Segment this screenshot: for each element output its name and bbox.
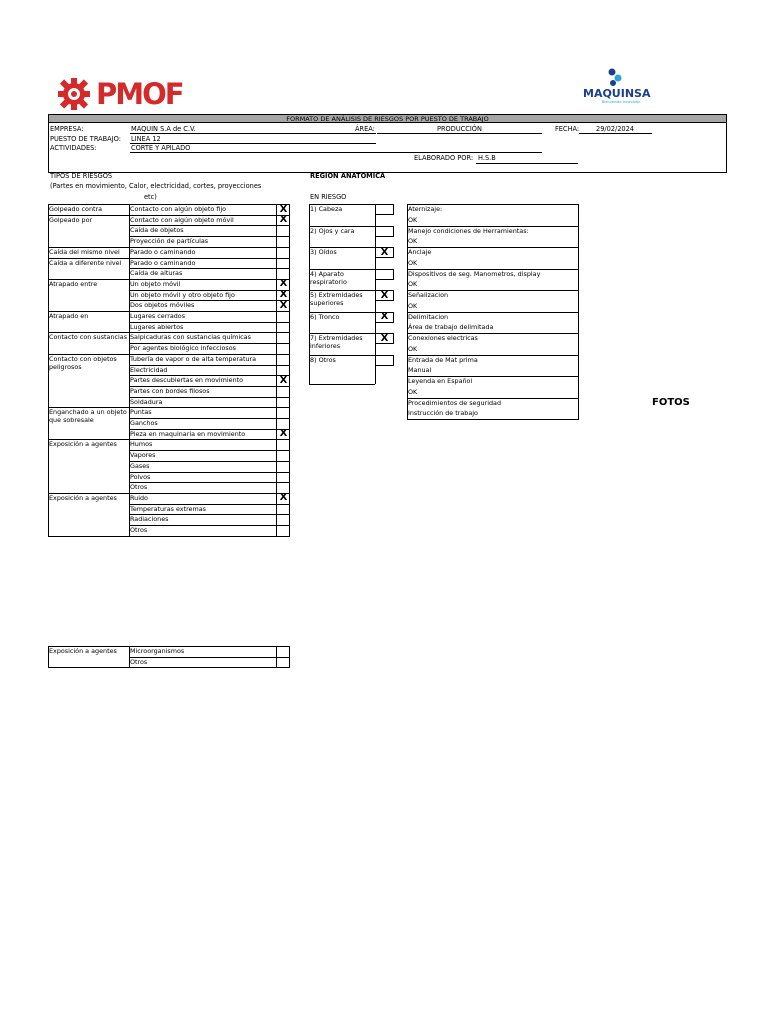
pmof-logo-text: PMOF: [96, 77, 183, 111]
risk-check-cell[interactable]: X: [279, 299, 288, 311]
control-label: Aternizaje:: [408, 205, 443, 213]
risk-item-label: Temperaturas extremas: [130, 504, 206, 513]
risk-item-label: Parado o caminando: [130, 258, 196, 267]
control-value: Instrucción de trabajo: [408, 409, 478, 418]
anatomy-check-mark: [375, 355, 394, 365]
risk-item-label: Ganchos: [130, 419, 158, 427]
elaborado-label: ELABORADO POR:: [414, 154, 474, 162]
risk-item-label: Humos: [130, 440, 153, 449]
risk-check-cell[interactable]: [277, 333, 290, 344]
anatomy-region-label: 2) Ojos y cara: [310, 226, 355, 235]
puesto-value: LINEA 12: [131, 135, 161, 143]
risk-group-name: Atrapado entre: [49, 279, 98, 288]
risk-check-cell[interactable]: [277, 386, 290, 397]
control-label: Conexiones electricas: [408, 334, 478, 342]
risk-check-cell[interactable]: X: [279, 278, 288, 290]
anatomy-check-mark: X: [380, 332, 389, 344]
risk-item-label: Otros: [130, 526, 148, 534]
control-label: Señalizacion: [408, 291, 449, 299]
risk-item-label: Otros: [130, 657, 148, 666]
risk-item-label: Un objeto móvil y otro objeto fijo: [130, 290, 235, 299]
control-label: Anclaje: [408, 248, 432, 256]
control-label: Dispositivos de seg. Manometros, display: [408, 269, 541, 278]
risk-group-name: Atrapado en: [49, 312, 89, 320]
risk-item-label: Lugares cerrados: [130, 312, 186, 320]
anatomy-check-mark: [375, 205, 394, 215]
risk-check-cell[interactable]: X: [279, 203, 288, 215]
anatomy-check-mark: [375, 269, 394, 279]
fecha-value: 29/02/2024: [596, 125, 635, 133]
risk-group-name: Caída a diferente nivel: [49, 258, 122, 267]
risk-item-label: Tubería de vapor o de alta temperatura: [130, 354, 257, 363]
control-label: Delimitacion: [408, 312, 449, 321]
risk-item-label: Pieza en maquinaria en movimiento: [130, 429, 246, 438]
risk-group-name: Golpeado contra: [49, 205, 103, 213]
risk-item-label: Dos objetos móviles: [130, 301, 195, 310]
actividades-label: ACTIVIDADES:: [50, 144, 97, 152]
anatomy-check-mark: X: [380, 289, 389, 301]
control-value: OK: [408, 237, 418, 246]
control-label: Leyenda en Español: [408, 377, 473, 385]
area-value: PRODUCCIÓN: [437, 125, 482, 133]
risk-item-label: Salpicaduras con sustancias químicas: [130, 333, 251, 342]
risk-group-name: Exposición a agentes: [49, 647, 117, 655]
anatomy-region-label: 7) Extremidades inferiores: [310, 334, 363, 350]
anatomy-region-label: 4) Aparato respiratorio: [310, 269, 347, 286]
risk-group-name: Contacto con objetos peligrosos: [49, 354, 117, 371]
risk-item-label: Proyección de partículas: [130, 237, 209, 246]
risk-item-label: Caída de objetos: [130, 226, 184, 235]
puesto-label: PUESTO DE TRABAJO:: [50, 135, 121, 143]
risk-check-cell[interactable]: [277, 408, 290, 419]
empresa-value: MAQUIN S.A de C.V.: [131, 125, 196, 133]
risk-check-cell[interactable]: [277, 657, 290, 668]
risk-item-label: Soldadura: [130, 397, 163, 406]
control-value: OK: [408, 215, 418, 224]
gear-icon: [56, 76, 92, 112]
risk-check-cell[interactable]: [277, 247, 290, 258]
form-title-bar: [48, 114, 727, 123]
anatomy-check-mark: X: [380, 246, 389, 258]
pmof-logo: [56, 76, 206, 112]
maquinsa-tagline: Bienvenido Innovador: [602, 100, 641, 104]
risk-check-cell[interactable]: [277, 647, 290, 658]
risk-check-cell[interactable]: [277, 515, 290, 526]
risk-group-name: Exposición a agentes: [49, 493, 117, 502]
risk-check-cell[interactable]: [277, 312, 290, 323]
risk-group-name: Contacto con sustancias: [49, 333, 128, 342]
risk-check-cell[interactable]: [277, 344, 290, 355]
actividades-value: CORTE Y APILADO: [131, 144, 191, 152]
risk-check-cell[interactable]: [277, 504, 290, 515]
risk-item-label: Microorganismos: [130, 647, 185, 655]
fecha-label: FECHA:: [555, 125, 580, 133]
risk-item-label: Un objeto móvil: [130, 279, 181, 288]
risks-subtitle-2: etc): [144, 193, 157, 201]
control-value: OK: [408, 301, 418, 310]
risk-item-label: Vapores: [130, 451, 156, 460]
risk-item-label: Radiaciones: [130, 515, 169, 524]
risk-item-label: Parado o caminando: [130, 247, 196, 256]
risk-check-cell[interactable]: [277, 451, 290, 462]
anatomy-check-mark: [375, 226, 394, 236]
control-label: Manejo condiciones de Herramientas:: [408, 226, 529, 235]
maquinsa-logo-text: MAQUINSA: [583, 87, 651, 100]
anatomy-bottom-line: [309, 384, 375, 385]
anatomy-region-label: 1) Cabeza: [310, 205, 343, 213]
control-value: OK: [408, 258, 418, 267]
anatomy-region-label: 5) Extremidades superiores: [310, 291, 363, 307]
risk-check-cell[interactable]: X: [279, 289, 288, 301]
risks-title: TIPOS DE RIESGOS: [50, 172, 113, 180]
control-value: OK: [408, 344, 418, 353]
anatomy-region-label: 6) Tronco: [310, 312, 340, 321]
control-value: OK: [408, 387, 418, 396]
risk-check-cell[interactable]: [277, 526, 290, 537]
elaborado-value: H.S.B: [478, 154, 496, 162]
risk-group-name: Exposición a agentes: [49, 440, 117, 449]
risk-item-label: Puntas: [130, 408, 152, 417]
risk-item-label: Contacto con algún objeto fijo: [130, 205, 227, 213]
risk-item-label: Otros: [130, 483, 148, 492]
risk-item-label: Por agentes biológico infecciosos: [130, 344, 236, 353]
risks-subtitle-1: (Partes en movimiento, Calor, electricidad, cortes, proyecciones: [50, 182, 262, 190]
risk-item-label: Caída de alturas: [130, 269, 183, 278]
area-label: ÁREA:: [355, 125, 375, 133]
risk-group-name: Golpeado por: [49, 215, 93, 224]
risk-check-cell[interactable]: [277, 461, 290, 472]
control-label: Procedimientos de seguridad: [408, 398, 501, 407]
anatomy-region-label: 3) Oídos: [310, 248, 337, 256]
photos-label: FOTOS: [652, 397, 690, 408]
risk-check-cell[interactable]: X: [279, 374, 288, 386]
risk-check-cell[interactable]: [277, 226, 290, 237]
risk-check-cell[interactable]: [277, 440, 290, 451]
empresa-label: EMPRESA:: [50, 125, 84, 133]
form-title: FORMATO DE ANÁLISIS DE RIESGOS POR PUESTO DE TRABAJO: [286, 115, 489, 123]
control-label: Entrada de Mat prima: [408, 355, 478, 364]
anatomy-subtitle: EN RIESGO: [310, 193, 347, 201]
risk-item-label: Ruido: [130, 493, 148, 502]
control-value: OK: [408, 280, 418, 289]
risk-item-label: Contacto con algún objeto móvil: [130, 215, 234, 224]
risk-item-label: Electricidad: [130, 365, 168, 374]
risk-check-cell[interactable]: X: [279, 428, 288, 440]
risk-check-cell[interactable]: [277, 258, 290, 269]
risk-group-name: Caída del mismo nivel: [49, 247, 120, 256]
control-value: Manual: [408, 366, 432, 375]
risk-item-label: Polvos: [130, 472, 151, 481]
risk-group-name: Enganchado a un objeto que sobresale: [49, 408, 127, 425]
risk-check-cell[interactable]: [277, 322, 290, 333]
risk-item-label: Lugares abiertos: [130, 322, 184, 331]
risk-item-label: Partes con bordes filosos: [130, 386, 210, 395]
risk-check-cell[interactable]: [277, 397, 290, 408]
risk-item-label: Gases: [130, 461, 150, 470]
risk-check-cell[interactable]: X: [279, 492, 288, 504]
maquinsa-logo: [580, 66, 654, 112]
risk-check-cell[interactable]: [277, 237, 290, 248]
anatomy-title: REGION ANATOMICA: [310, 172, 386, 180]
risk-check-cell[interactable]: [277, 472, 290, 483]
risk-item-label: Partes descubiertas en movimiento: [130, 376, 244, 385]
risk-check-cell[interactable]: [277, 354, 290, 365]
anatomy-region-label: 8) Otros: [310, 355, 336, 364]
control-value: Área de trabajo delimitada: [408, 323, 494, 332]
risk-check-cell[interactable]: X: [279, 214, 288, 226]
anatomy-check-mark: X: [380, 311, 389, 322]
